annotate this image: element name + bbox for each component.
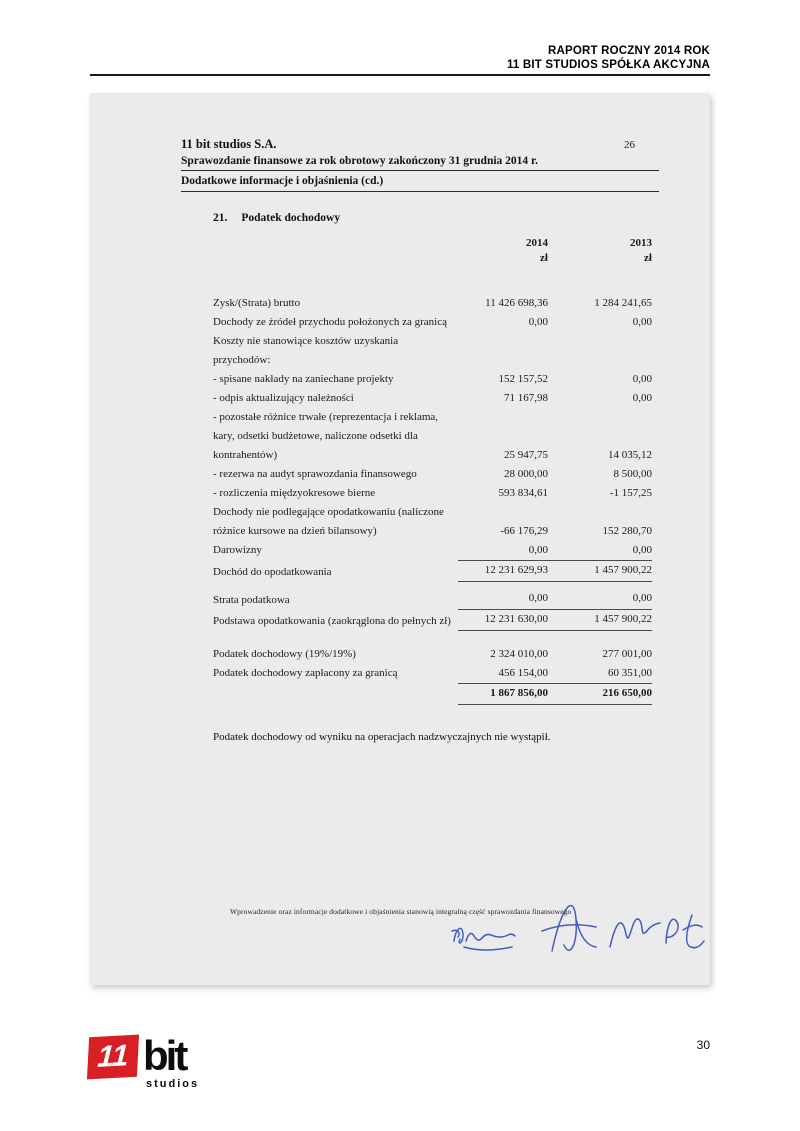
table-row: [213, 294, 659, 313]
row-label: - spisane nakłady na zaniechane projekty: [213, 373, 394, 385]
row-label: - odpis aktualizujący należności: [213, 392, 354, 404]
row-label: Podstawa opodatkowania (zaokrąglona do pełnych zł): [213, 615, 451, 627]
value-2014: 12 231 629,93: [458, 560, 548, 582]
logo-bit-text: bit: [143, 1032, 186, 1079]
value-2013: -1 157,25: [609, 487, 652, 499]
value-2014: -66 176,29: [500, 525, 548, 537]
row-label: Podatek dochodowy (19%/19%): [213, 648, 356, 660]
year-2013-label: 2013: [630, 237, 652, 249]
value-2013: 60 351,00: [608, 667, 652, 679]
table-row: [213, 465, 659, 484]
table-row: [213, 408, 659, 465]
row-label: Darowizny: [213, 544, 262, 556]
year-2014-label: 2014: [526, 237, 548, 249]
signature-handwriting: [442, 881, 712, 973]
statement-subtitle: Dodatkowe informacje i objaśnienia (cd.): [181, 173, 659, 192]
row-label: Dochody ze źródeł przychodu położonych za granicą: [213, 316, 447, 328]
table-row-subtotal: [213, 610, 659, 631]
table-row: [213, 313, 659, 332]
scanned-page: [90, 93, 710, 985]
value-2014: 71 167,98: [504, 392, 548, 404]
table-column-headers: [213, 236, 659, 266]
column-header-2013: [548, 236, 652, 266]
income-tax-table: [213, 236, 659, 705]
table-row: [213, 664, 659, 683]
value-2014: 28 000,00: [504, 468, 548, 480]
table-row: [213, 589, 659, 610]
value-2013: 14 035,12: [608, 449, 652, 461]
row-label: Dochód do opodatkowania: [213, 566, 332, 578]
value-2013: 0,00: [548, 589, 652, 610]
value-2014: 0,00: [458, 589, 548, 610]
value-2013: 1 284 241,65: [594, 297, 652, 309]
table-row: [213, 484, 659, 503]
report-header: [507, 44, 710, 72]
unit-label-2014: zł: [540, 252, 548, 264]
logo-row: [88, 1032, 199, 1079]
integral-part-footnote: Wprowadzenie oraz informacje dodatkowe i objaśnienia stanowią integralną część sprawozdania finansowego: [230, 907, 572, 916]
unit-label-2013: zł: [644, 252, 652, 264]
column-header-2014: [458, 236, 548, 266]
company-logo: [88, 1032, 200, 1094]
value-2014: 25 947,75: [504, 449, 548, 461]
statement-title: Sprawozdanie finansowe za rok obrotowy zakończony 31 grudnia 2014 r.: [181, 155, 659, 171]
row-label: - rezerwa na audyt sprawozdania finansowego: [213, 468, 417, 480]
table-row: [213, 389, 659, 408]
value-2013: 1 457 900,22: [548, 610, 652, 631]
value-2014: 2 324 010,00: [490, 648, 548, 660]
row-label: Strata podatkowa: [213, 594, 290, 606]
value-2013: 0,00: [632, 544, 652, 556]
section-title: [213, 212, 659, 224]
value-2014: 593 834,61: [498, 487, 548, 499]
scan-page-number: 26: [624, 139, 635, 151]
value-2013: 216 650,00: [548, 683, 652, 705]
value-2013: 152 280,70: [602, 525, 652, 537]
value-2014: 0,00: [528, 316, 548, 328]
value-2013: 8 500,00: [613, 468, 652, 480]
row-label: Dochody nie podlegające opodatkowaniu (naliczone różnice kursowe na dzień bilansowy): [213, 506, 444, 537]
value-2013: 277 001,00: [602, 648, 652, 660]
table-row: [213, 645, 659, 664]
section-name: Podatek dochodowy: [241, 212, 341, 224]
section-number: 21.: [213, 212, 228, 224]
value-2014: 0,00: [528, 544, 548, 556]
logo-11-icon: 11: [87, 1035, 139, 1080]
table-row: [213, 503, 659, 541]
value-2013: 0,00: [632, 373, 652, 385]
table-row: [213, 370, 659, 389]
extraordinary-operations-note: Podatek dochodowy od wyniku na operacjach nadzwyczajnych nie wystąpił.: [213, 731, 551, 743]
value-2013: 1 457 900,22: [548, 560, 652, 582]
value-2014: 12 231 630,00: [458, 610, 548, 631]
row-label: Koszty nie stanowiące kosztów uzyskania przychodów:: [213, 335, 399, 366]
row-label: Podatek dochodowy zapłacony za granicą: [213, 667, 398, 679]
table-row-subtotal: [213, 560, 659, 582]
table-row: [213, 332, 659, 370]
value-2014: 152 157,52: [498, 373, 548, 385]
logo-studios-text: studios: [146, 1078, 200, 1090]
row-label: - pozostałe różnice trwałe (reprezentacja i reklama, kary, odsetki budżetowe, naliczone odsetki dla kontrahentów): [213, 411, 439, 461]
table-row: [213, 541, 659, 560]
value-2014: 11 426 698,36: [485, 297, 548, 309]
report-header-line2: 11 BIT STUDIOS SPÓŁKA AKCYJNA: [506, 59, 710, 71]
row-label: - rozliczenia międzyokresowe bierne: [213, 487, 376, 499]
row-label: Zysk/(Strata) brutto: [213, 297, 301, 309]
company-name: 11 bit studios S.A.: [181, 137, 277, 151]
page-number: 30: [696, 1038, 710, 1052]
table-row-total: [213, 683, 659, 705]
value-2013: 0,00: [632, 392, 652, 404]
scanned-page-content: [181, 137, 659, 743]
value-2014: 456 154,00: [498, 667, 548, 679]
report-header-line1: RAPORT ROCZNY 2014 ROK: [547, 45, 710, 57]
scan-header-row: [181, 137, 659, 152]
header-divider: [90, 74, 710, 76]
value-2013: 0,00: [632, 316, 652, 328]
value-2014: 1 867 856,00: [458, 683, 548, 705]
